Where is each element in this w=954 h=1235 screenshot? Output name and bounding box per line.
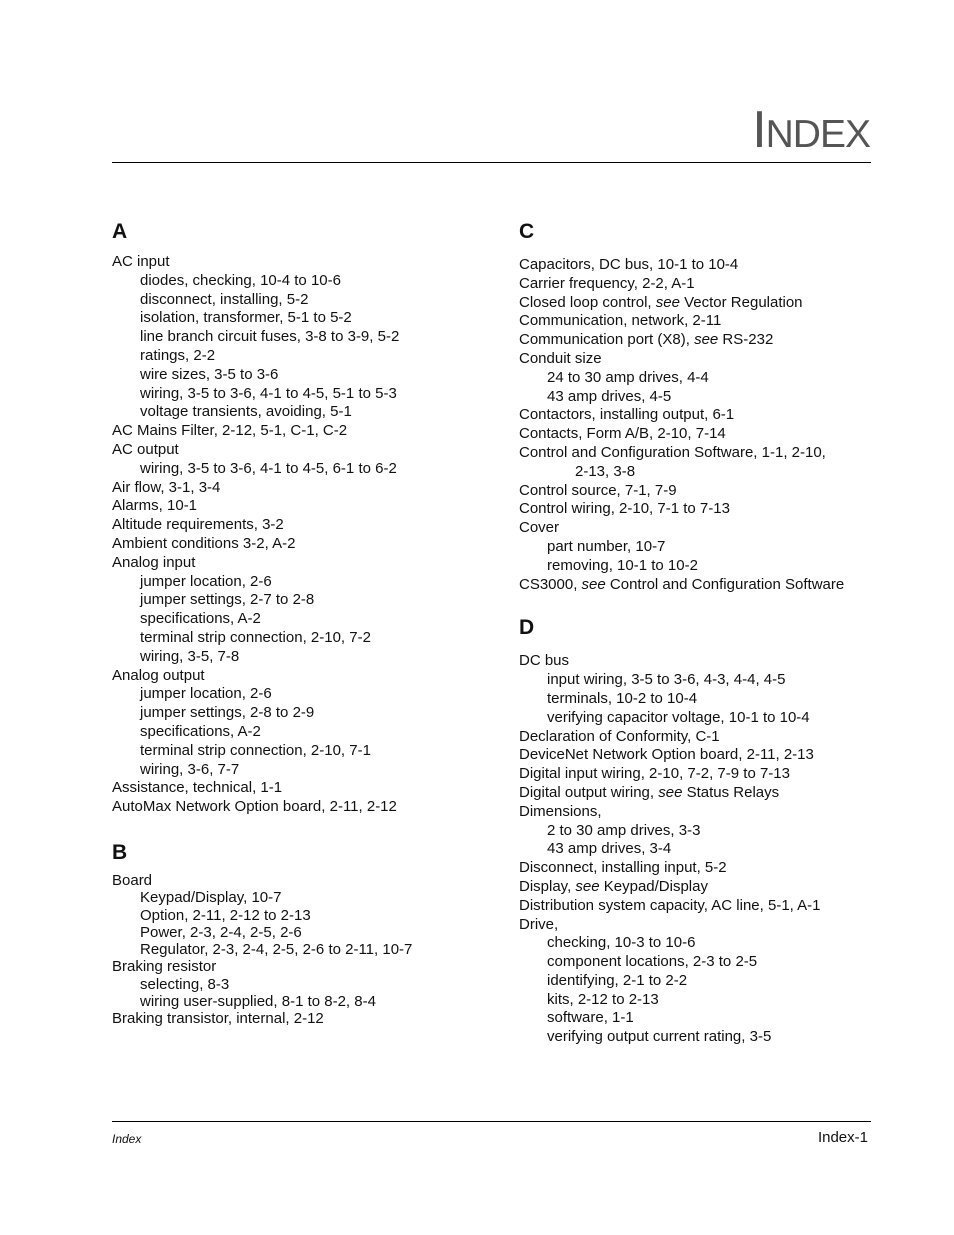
entry-text: voltage transients, avoiding, 5-1 xyxy=(140,403,352,421)
index-subentry xyxy=(519,822,899,841)
index-entry xyxy=(519,350,899,369)
index-subentry xyxy=(112,704,492,723)
index-subentry xyxy=(112,723,492,742)
entry-text: selecting, 8-3 xyxy=(140,975,230,993)
entry-text: 2-13, 3-8 xyxy=(575,462,636,480)
entry-text: component locations, 2-3 to 2-5 xyxy=(547,953,758,971)
entry-text: Analog input xyxy=(112,553,196,571)
entry-text: DeviceNet Network Option board, 2-11, 2-13 xyxy=(519,746,814,764)
index-entry xyxy=(112,422,492,441)
entry-text: Control source, 7-1, 7-9 xyxy=(519,481,677,499)
entry-text: CS3000, xyxy=(519,575,582,593)
entry-text: kits, 2-12 to 2-13 xyxy=(547,990,659,1008)
index-entry xyxy=(519,897,899,916)
index-subentry xyxy=(112,993,492,1010)
index-entry xyxy=(519,500,899,519)
entry-text: Power, 2-3, 2-4, 2-5, 2-6 xyxy=(140,923,302,941)
entry-text: Air flow, 3-1, 3-4 xyxy=(112,478,221,496)
entry-text: Control wiring, 2-10, 7-1 to 7-13 xyxy=(519,500,730,518)
index-subentry xyxy=(112,629,492,648)
index-section-d xyxy=(519,614,899,1047)
entry-text: ratings, 2-2 xyxy=(140,346,216,364)
index-entry xyxy=(519,916,899,935)
header-rule xyxy=(112,162,871,163)
index-entry xyxy=(519,425,899,444)
entry-text: identifying, 2-1 to 2-2 xyxy=(547,971,688,989)
see-reference: see xyxy=(581,575,606,593)
entry-text: software, 1-1 xyxy=(547,1009,634,1027)
entry-text: Control and Configuration Software, 1-1, 2-10, xyxy=(519,443,826,461)
index-entry xyxy=(112,535,492,554)
index-column-left xyxy=(112,218,492,1028)
entry-text: AC Mains Filter, 2-12, 5-1, C-1, C-2 xyxy=(112,422,348,440)
index-entry-list xyxy=(112,872,492,1028)
entry-text: Ambient conditions 3-2, A-2 xyxy=(112,534,296,552)
see-reference: see xyxy=(655,293,680,311)
see-reference: see xyxy=(575,877,600,895)
index-subentry xyxy=(112,761,492,780)
index-entry xyxy=(112,667,492,686)
entry-text: terminal strip connection, 2-10, 7-2 xyxy=(140,628,371,646)
footer-section-label: Index xyxy=(112,1132,142,1146)
entry-text: Braking transistor, internal, 2-12 xyxy=(112,1010,324,1028)
index-subentry xyxy=(519,991,899,1010)
see-target: Keypad/Display xyxy=(599,877,708,895)
index-subentry xyxy=(519,369,899,388)
section-letter: C xyxy=(519,220,535,243)
index-entry xyxy=(519,859,899,878)
entry-text: terminals, 10-2 to 10-4 xyxy=(547,689,698,707)
index-entry xyxy=(112,872,492,889)
index-entry xyxy=(519,878,899,897)
index-entry xyxy=(519,275,899,294)
section-letter: A xyxy=(112,220,128,243)
index-subentry xyxy=(519,709,899,728)
entry-text: Conduit size xyxy=(519,349,602,367)
index-entry xyxy=(519,519,899,538)
index-subentry xyxy=(519,557,899,576)
entry-text: terminal strip connection, 2-10, 7-1 xyxy=(140,741,371,759)
index-section-b xyxy=(112,839,492,1028)
index-entry xyxy=(112,253,492,272)
index-section-a xyxy=(112,218,492,817)
entry-text: Communication port (X8), xyxy=(519,331,695,349)
see-target: RS-232 xyxy=(718,331,774,349)
entry-text: Digital input wiring, 2-10, 7-2, 7-9 to 7-13 xyxy=(519,765,790,783)
entry-text: Carrier frequency, 2-2, A-1 xyxy=(519,274,695,292)
index-subentry xyxy=(112,309,492,328)
index-entry xyxy=(112,779,492,798)
see-reference: see xyxy=(694,331,719,349)
see-target: Vector Regulation xyxy=(679,293,803,311)
entry-text: wiring, 3-5, 7-8 xyxy=(140,647,240,665)
entry-text: jumper settings, 2-8 to 2-9 xyxy=(140,704,315,722)
entry-text: jumper location, 2-6 xyxy=(140,685,272,703)
index-subentry xyxy=(519,1009,899,1028)
index-subentry xyxy=(519,953,899,972)
entry-text: verifying output current rating, 3-5 xyxy=(547,1028,772,1046)
entry-text: Assistance, technical, 1-1 xyxy=(112,779,283,797)
entry-text: Digital output wiring, xyxy=(519,783,659,801)
entry-text: Display, xyxy=(519,877,576,895)
index-subentry xyxy=(112,685,492,704)
index-subentry xyxy=(112,889,492,906)
entry-text: AC output xyxy=(112,440,179,458)
entry-text: Communication, network, 2-11 xyxy=(519,312,722,330)
index-subentry xyxy=(112,347,492,366)
entry-text: Option, 2-11, 2-12 to 2-13 xyxy=(140,906,311,924)
entry-text: Altitude requirements, 3-2 xyxy=(112,516,284,534)
index-subentry xyxy=(112,460,492,479)
entry-text: Contactors, installing output, 6-1 xyxy=(519,406,735,424)
entry-text: Closed loop control, xyxy=(519,293,656,311)
index-entry xyxy=(519,444,899,463)
page-title-rest: NDEX xyxy=(765,113,870,156)
index-entry xyxy=(519,765,899,784)
entry-text: 2 to 30 amp drives, 3-3 xyxy=(547,821,701,839)
index-subentry xyxy=(112,385,492,404)
index-entry xyxy=(519,784,899,803)
entry-text: Dimensions, xyxy=(519,802,602,820)
entry-text: Disconnect, installing input, 5-2 xyxy=(519,859,727,877)
index-entry xyxy=(519,746,899,765)
entry-text: 24 to 30 amp drives, 4-4 xyxy=(547,368,709,386)
index-subentry xyxy=(519,972,899,991)
index-entry xyxy=(519,331,899,350)
index-entry xyxy=(519,728,899,747)
index-entry xyxy=(519,803,899,822)
entry-text: input wiring, 3-5 to 3-6, 4-3, 4-4, 4-5 xyxy=(547,671,786,689)
footer-page-number: Index-1 xyxy=(817,1129,868,1146)
entry-text: isolation, transformer, 5-1 to 5-2 xyxy=(140,309,352,327)
entry-text: Keypad/Display, 10-7 xyxy=(140,889,282,907)
index-entry-list xyxy=(112,253,492,817)
entry-text: specifications, A-2 xyxy=(140,722,261,740)
entry-text: jumper location, 2-6 xyxy=(140,572,272,590)
index-entry-continuation xyxy=(519,463,899,482)
entry-text: Cover xyxy=(519,519,560,537)
footer-rule xyxy=(112,1121,871,1122)
entry-text: Braking resistor xyxy=(112,958,217,976)
entry-text: 43 amp drives, 4-5 xyxy=(547,387,672,405)
entry-text: Declaration of Conformity, C-1 xyxy=(519,727,720,745)
entry-text: specifications, A-2 xyxy=(140,610,261,628)
entry-text: part number, 10-7 xyxy=(547,537,666,555)
section-letter: D xyxy=(519,616,535,640)
entry-text: wiring, 3-5 to 3-6, 4-1 to 4-5, 6-1 to 6-2 xyxy=(140,459,397,477)
index-entry xyxy=(519,312,899,331)
section-letter: B xyxy=(112,840,128,864)
index-entry xyxy=(519,406,899,425)
entry-text: wiring, 3-6, 7-7 xyxy=(140,760,240,778)
see-target: Status Relays xyxy=(682,783,780,801)
entry-text: Regulator, 2-3, 2-4, 2-5, 2-6 to 2-11, 10-7 xyxy=(140,941,413,959)
index-entry-list xyxy=(519,652,899,1047)
index-subentry xyxy=(112,272,492,291)
entry-text: wiring user-supplied, 8-1 to 8-2, 8-4 xyxy=(140,992,376,1010)
entry-text: Board xyxy=(112,871,153,889)
index-entry xyxy=(519,482,899,501)
index-subentry xyxy=(519,671,899,690)
entry-text: diodes, checking, 10-4 to 10-6 xyxy=(140,271,341,289)
index-entry xyxy=(112,516,492,535)
entry-text: DC bus xyxy=(519,652,570,670)
index-entry xyxy=(519,576,899,595)
index-subentry xyxy=(112,648,492,667)
index-subentry xyxy=(519,690,899,709)
index-subentry xyxy=(112,591,492,610)
entry-text: checking, 10-3 to 10-6 xyxy=(547,934,696,952)
index-subentry xyxy=(519,388,899,407)
index-subentry xyxy=(112,976,492,993)
index-entry xyxy=(519,256,899,275)
index-column-right xyxy=(519,218,899,1047)
entry-text: Capacitors, DC bus, 10-1 to 10-4 xyxy=(519,256,739,273)
index-entry xyxy=(112,1010,492,1027)
index-subentry xyxy=(112,573,492,592)
entry-text: AC input xyxy=(112,253,170,270)
entry-text: Contacts, Form A/B, 2-10, 7-14 xyxy=(519,425,726,443)
page-title xyxy=(752,101,870,159)
entry-text: wiring, 3-5 to 3-6, 4-1 to 4-5, 5-1 to 5-3 xyxy=(140,384,397,402)
index-subentry xyxy=(112,924,492,941)
entry-text: removing, 10-1 to 10-2 xyxy=(547,556,698,574)
index-entry xyxy=(112,479,492,498)
entry-text: wire sizes, 3-5 to 3-6 xyxy=(140,365,279,383)
page-title-initial: I xyxy=(752,101,766,159)
see-target: Control and Configuration Software xyxy=(605,575,845,593)
index-subentry xyxy=(112,742,492,761)
see-reference: see xyxy=(658,783,683,801)
entry-text: jumper settings, 2-7 to 2-8 xyxy=(140,591,315,609)
index-subentry xyxy=(519,1028,899,1047)
index-entry xyxy=(112,798,492,817)
entry-text: verifying capacitor voltage, 10-1 to 10-4 xyxy=(547,708,810,726)
entry-text: Drive, xyxy=(519,915,559,933)
entry-text: Alarms, 10-1 xyxy=(112,497,198,515)
entry-text: Distribution system capacity, AC line, 5-1, A-1 xyxy=(519,896,821,914)
index-entry xyxy=(112,497,492,516)
entry-text: AutoMax Network Option board, 2-11, 2-12 xyxy=(112,798,397,816)
index-subentry xyxy=(112,610,492,629)
index-entry xyxy=(112,441,492,460)
index-subentry xyxy=(112,907,492,924)
entry-text: line branch circuit fuses, 3-8 to 3-9, 5-2 xyxy=(140,328,400,346)
index-entry xyxy=(519,652,899,671)
index-subentry xyxy=(112,291,492,310)
index-subentry xyxy=(519,538,899,557)
index-subentry xyxy=(519,840,899,859)
index-entry xyxy=(112,554,492,573)
index-entry xyxy=(112,958,492,975)
index-subentry xyxy=(112,366,492,385)
index-section-c xyxy=(519,218,899,594)
index-subentry xyxy=(112,941,492,958)
entry-text: disconnect, installing, 5-2 xyxy=(140,290,309,308)
index-entry-list xyxy=(519,256,899,594)
entry-text: Analog output xyxy=(112,666,205,684)
index-entry xyxy=(519,294,899,313)
index-subentry xyxy=(112,328,492,347)
entry-text: 43 amp drives, 3-4 xyxy=(547,840,672,858)
index-subentry xyxy=(112,403,492,422)
index-subentry xyxy=(519,934,899,953)
